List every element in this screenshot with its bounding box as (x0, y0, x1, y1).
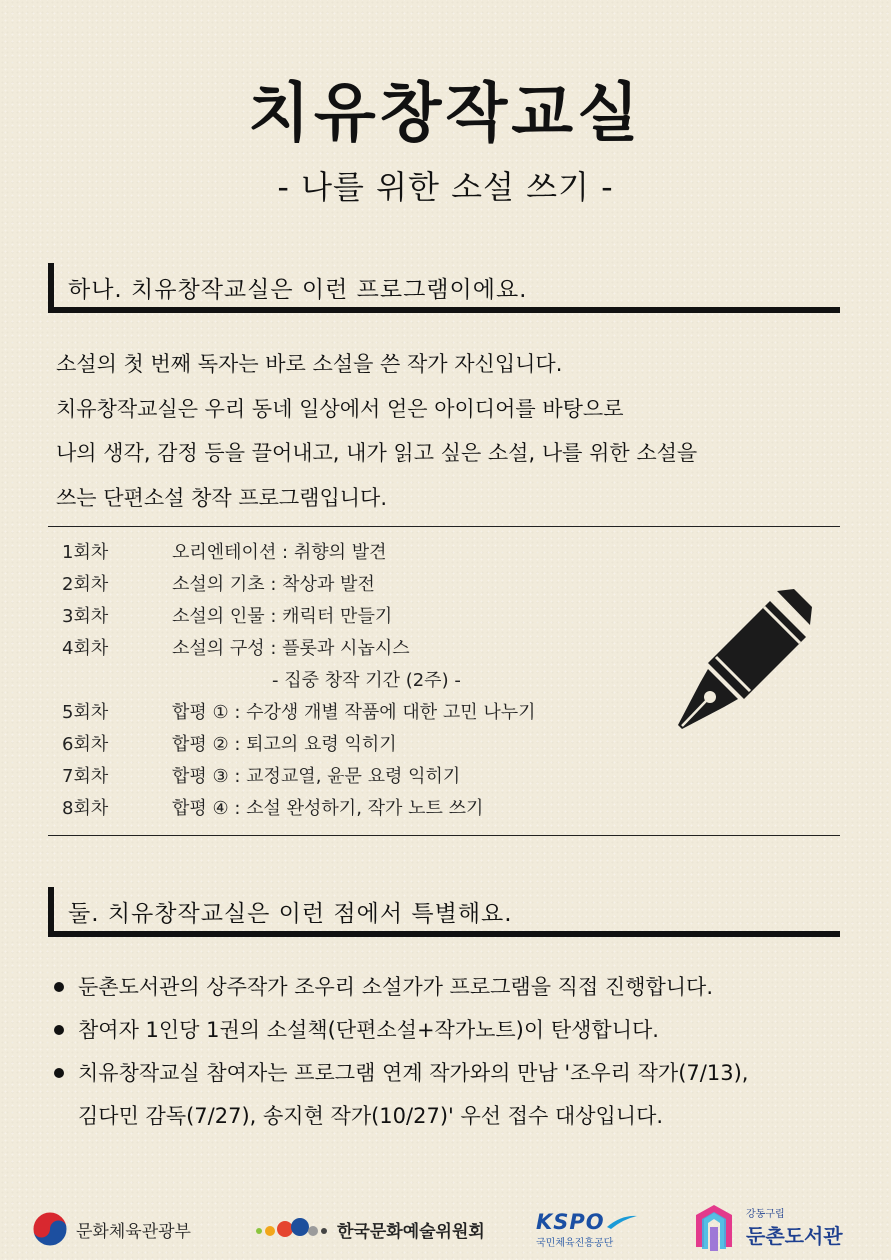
session-note: - 집중 창작 기간 (2주) - (272, 670, 461, 691)
fountain-pen-icon (672, 585, 822, 735)
list-item-text: 둔촌도서관의 상주작가 조우리 소설가가 프로그램을 직접 진행합니다. (78, 975, 714, 999)
kspo-swoosh-icon (605, 1213, 639, 1231)
taegeuk-icon (30, 1209, 70, 1249)
library-logo (690, 1202, 843, 1252)
session-number: 6회차 (62, 734, 109, 755)
session-number: 2회차 (62, 574, 109, 595)
feature-list (50, 966, 890, 1138)
schedule-row (62, 601, 662, 633)
schedule-row (62, 729, 662, 761)
page-title: 치유창작교실 (248, 77, 643, 151)
session-desc: 합평 ④ : 소설 완성하기, 작가 노트 쓰기 (172, 798, 484, 819)
library-district: 강동구립 (746, 1209, 785, 1220)
mcst-name: 문화체육관광부 (76, 1221, 191, 1242)
schedule-row (62, 793, 662, 825)
kspo-sub: 국민체육진흥공단 (536, 1237, 614, 1249)
session-desc: 소설의 구성 : 플롯과 시놉시스 (172, 638, 410, 659)
session-desc: 합평 ③ : 교정교열, 윤문 요령 익히기 (172, 766, 461, 787)
arko-logo (255, 1204, 485, 1254)
kspo-mark: KSPO (536, 1209, 605, 1234)
session-desc: 소설의 인물 : 캐릭터 만들기 (172, 606, 393, 627)
arko-dots-icon (255, 1215, 331, 1243)
schedule-row (62, 761, 662, 793)
schedule-row (62, 537, 662, 569)
intro-line: 소설의 첫 번째 독자는 바로 소설을 쓴 작가 자신입니다. (56, 352, 563, 376)
kspo-logo (536, 1204, 639, 1254)
session-number: 7회차 (62, 766, 109, 787)
list-item (50, 1052, 890, 1138)
list-item-text: 김다민 감독(7/27), 송지현 작가(10/27)' 우선 접수 대상입니다. (78, 1104, 664, 1128)
list-item (50, 966, 890, 1009)
mcst-logo (30, 1204, 191, 1254)
session-number: 5회차 (62, 702, 109, 723)
session-number: 1회차 (62, 542, 109, 563)
session-number: 8회차 (62, 798, 109, 819)
schedule-row (62, 697, 662, 729)
page-subtitle: - 나를 위한 소설 쓰기 - (277, 168, 614, 206)
section-heading-two-text: 둘. 치유창작교실은 이런 점에서 특별해요. (68, 901, 513, 927)
session-desc: 오리엔테이션 : 취향의 발견 (172, 542, 387, 563)
sponsor-logos (0, 1200, 891, 1260)
list-item (50, 1009, 890, 1052)
bullet-icon (54, 1025, 64, 1035)
schedule-list (62, 537, 662, 825)
schedule-row (62, 569, 662, 601)
intro-paragraph (56, 342, 846, 520)
schedule-note-row (62, 665, 662, 697)
schedule-row (62, 633, 662, 665)
library-icon (690, 1201, 738, 1253)
session-desc: 합평 ② : 퇴고의 요령 익히기 (172, 734, 397, 755)
session-number: 4회차 (62, 638, 109, 659)
schedule-top-rule (48, 526, 840, 527)
intro-line: 쓰는 단편소설 창작 프로그램입니다. (56, 485, 387, 510)
arko-name: 한국문화예술위원회 (337, 1221, 485, 1242)
library-name: 둔촌도서관 (746, 1224, 843, 1248)
schedule-bottom-rule (48, 835, 840, 836)
bullet-icon (54, 982, 64, 992)
list-item-text: 참여자 1인당 1권의 소설책(단편소설+작가노트)이 탄생합니다. (78, 1018, 659, 1042)
session-number: 3회차 (62, 606, 109, 627)
session-desc: 합평 ① : 수강생 개별 작품에 대한 고민 나누기 (172, 702, 536, 723)
section-heading-two (48, 887, 840, 937)
section-heading-one (48, 263, 840, 313)
bullet-icon (54, 1068, 64, 1078)
intro-line: 나의 생각, 감정 등을 끌어내고, 내가 읽고 싶은 소설, 나를 위한 소설을 (56, 441, 698, 465)
session-desc: 소설의 기초 : 착상과 발전 (172, 574, 375, 595)
section-heading-one-text: 하나. 치유창작교실은 이런 프로그램이에요. (68, 277, 528, 303)
list-item-text: 치유창작교실 참여자는 프로그램 연계 작가와의 만남 '조우리 작가(7/13), (78, 1061, 749, 1085)
intro-line: 치유창작교실은 우리 동네 일상에서 얻은 아이디어를 바탕으로 (56, 396, 624, 421)
